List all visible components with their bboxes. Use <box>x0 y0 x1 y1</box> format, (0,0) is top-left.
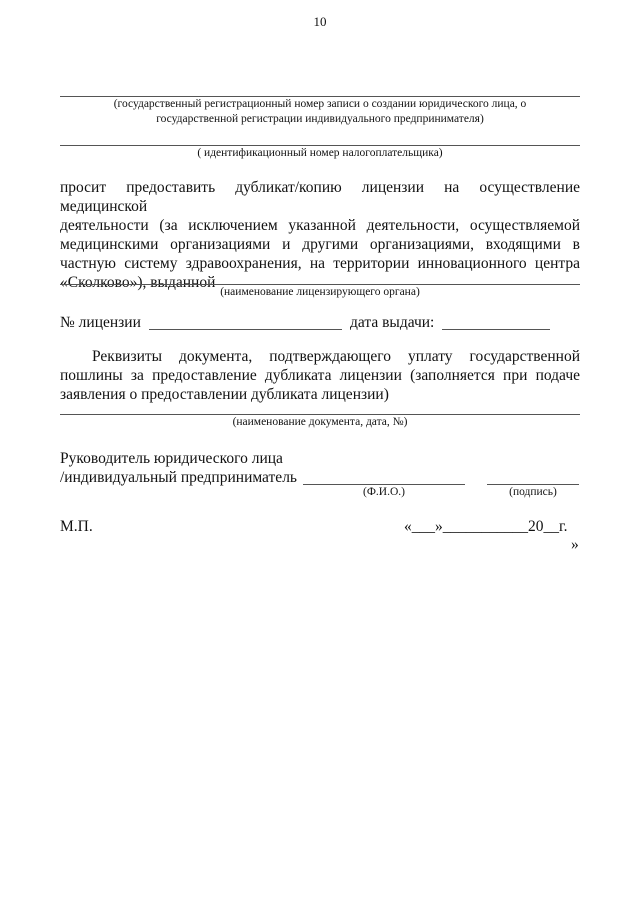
requisites-line-3: заявления о предоставлении дубликата лицензии) <box>60 386 389 403</box>
taxpayer-caption: ( идентификационный номер налогоплательщика) <box>197 147 443 159</box>
license-number-label: № лицензии <box>60 314 141 331</box>
request-line-3: медицинскими организациями и другими организациями, входящими в <box>60 236 580 253</box>
license-number-field[interactable] <box>149 329 342 330</box>
closing-quote: » <box>571 536 579 553</box>
signature-caption: (подпись) <box>509 486 557 498</box>
request-line-1: просит предоставить дубликат/копию лицензии на осуществление медицинской <box>60 179 580 215</box>
stamp-label: М.П. <box>60 518 93 535</box>
date-field[interactable]: «___»___________20__г. <box>404 518 568 535</box>
requisites-line-2: пошлины за предоставление дубликата лицензии (заполняется при подаче <box>60 367 580 384</box>
issue-date-field[interactable] <box>442 329 550 330</box>
request-line-4: частную систему здравоохранения, на территории инновационного центра <box>60 255 580 272</box>
licensing-body-line[interactable] <box>60 284 580 285</box>
requisites-paragraph <box>60 347 580 404</box>
document-caption: (наименование документа, дата, №) <box>232 416 408 428</box>
taxpayer-id-line[interactable] <box>60 145 580 146</box>
request-paragraph <box>60 178 580 292</box>
payment-document-line[interactable] <box>60 414 580 415</box>
licensing-body-caption: (наименование лицензирующего органа) <box>220 286 420 298</box>
signature-field[interactable] <box>487 484 579 485</box>
signatory-line-2: /индивидуальный предприниматель <box>60 469 297 486</box>
name-caption: (Ф.И.О.) <box>363 486 405 498</box>
registration-number-line[interactable] <box>60 96 580 97</box>
page-number: 10 <box>313 14 327 29</box>
signatory-line-1: Руководитель юридического лица <box>60 450 283 467</box>
name-field[interactable] <box>303 484 465 485</box>
registration-caption-line-1: (государственный регистрационный номер записи о создании юридического лица, о <box>113 98 527 110</box>
request-line-2: деятельности (за исключением указанной деятельности, осуществляемой <box>60 217 580 234</box>
registration-caption-line-2: государственной регистрации индивидуального предпринимателя) <box>156 113 484 125</box>
requisites-line-1: Реквизиты документа, подтверждающего уплату государственной <box>92 348 580 365</box>
request-line-5: «Сколково»), выданной <box>60 274 216 291</box>
issue-date-label: дата выдачи: <box>350 314 435 331</box>
